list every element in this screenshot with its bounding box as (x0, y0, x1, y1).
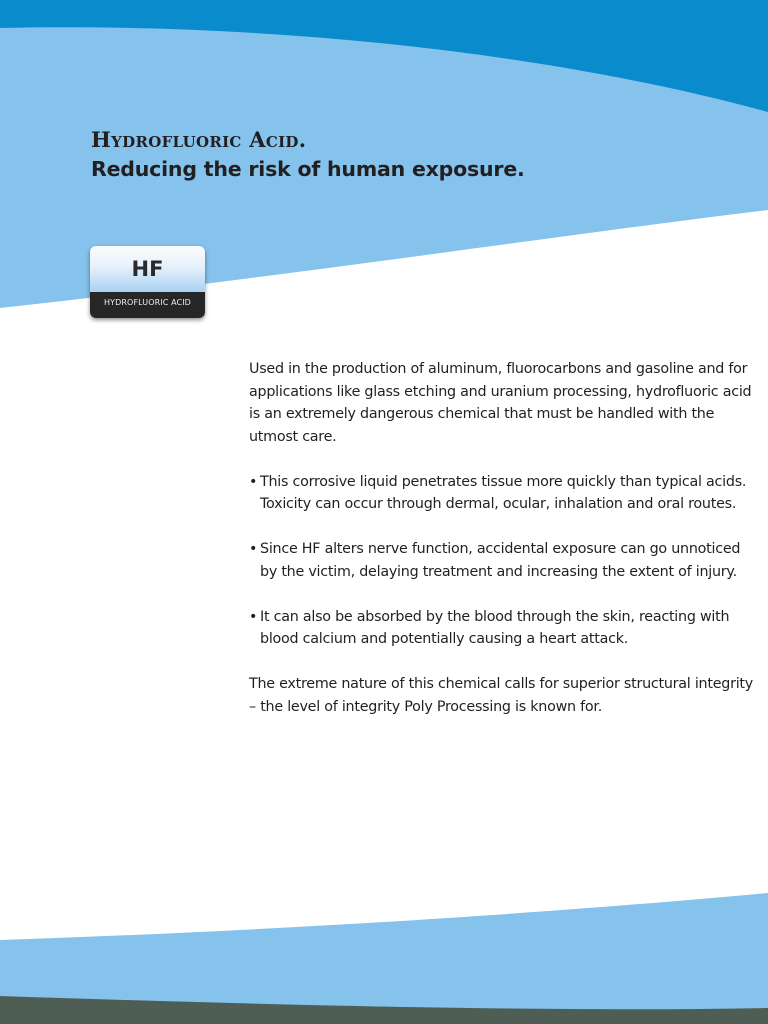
bullet-item (249, 538, 754, 583)
closing-paragraph: The extreme nature of this chemical calls for superior structural integrity – the level of integrity Poly Processing is known for. (249, 676, 753, 715)
bullet-item (249, 471, 754, 516)
heading-block (91, 126, 731, 184)
bullet-text: It can also be absorbed by the blood through the skin, reacting with blood calcium and potentially causing a heart attack. (260, 608, 730, 647)
intro-paragraph: Used in the production of aluminum, fluorocarbons and gasoline and for applications like glass etching and uranium processing, hydrofluoric acid is an extremely dangerous chemical that must be handled with the utmost care. (249, 361, 752, 445)
bullet-item (249, 606, 754, 651)
bullet-text: Since HF alters nerve function, accidental exposure can go unnoticed by the victim, delaying treatment and increasing the extent of injury. (260, 541, 741, 580)
hf-badge (90, 246, 205, 318)
body-text (249, 358, 754, 741)
badge-symbol: HF (90, 246, 205, 292)
page-title: Hydrofluoric Acid. (91, 127, 307, 152)
bullet-text: This corrosive liquid penetrates tissue more quickly than typical acids. Toxicity can occur through dermal, ocular, inhalation and oral routes. (260, 473, 747, 512)
bullet-dot: • (249, 473, 258, 490)
page-subtitle: Reducing the risk of human exposure. (91, 157, 525, 181)
bullet-dot: • (249, 541, 258, 557)
badge-name: HYDROFLUORIC ACID (90, 292, 205, 318)
bullet-dot: • (249, 608, 258, 625)
